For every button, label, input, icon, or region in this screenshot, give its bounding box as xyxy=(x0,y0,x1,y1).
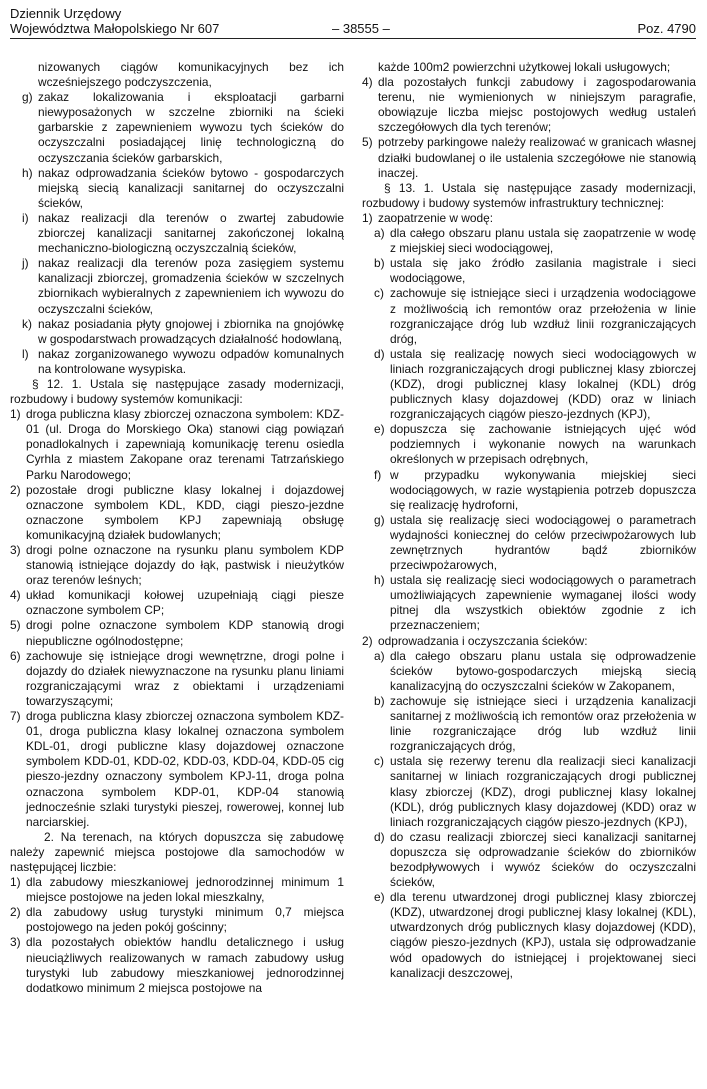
list-item xyxy=(10,905,344,935)
item-marker: 3) xyxy=(10,543,21,557)
item-text: dla pozostałych obiektów handlu detalicznego i usług nieuciążliwych realizowanych w ramach zabudowy usług turystyki lub zabudowy mieszkaniowej jednorodzinnej dodatkowo minimum 2 miejsca postojowe na xyxy=(26,935,344,995)
item-text: do czasu realizacji zbiorczej sieci kanalizacji sanitarnej dopuszcza się odprowadzanie ścieków do zbiorników bezodpływowych i wywóz ścieków do oczyszczalni ścieków, xyxy=(390,829,696,890)
paragraph-13-1: § 13. 1. Ustala się następujące zasady modernizacji, rozbudowy i budowy systemów infrastruktury technicznej: xyxy=(362,180,696,210)
list-item xyxy=(10,618,344,648)
item-marker: i) xyxy=(22,210,29,225)
paragraph-12-1: § 12. 1. Ustala się następujące zasady modernizacji, rozbudowy i budowy systemów komunikacji: xyxy=(10,376,344,407)
list-item xyxy=(362,573,696,633)
item-text: nakaz posiadania płyty gnojowej i zbiornika na gnojówkę w gospodarstwach prowadzących działalność hodowlaną, xyxy=(38,316,344,346)
item-marker: f) xyxy=(374,467,382,482)
item-text: dopuszcza się zachowanie istniejących ujęć wód podziemnych i wykonanie nowych na warunkach określonych w przepisach odrębnych, xyxy=(390,422,696,467)
paragraph-12-2: 2. Na terenach, na których dopuszcza się zabudowę należy zapewnić miejsca postojowe dla samochodów w następującej liczbie: xyxy=(10,829,344,874)
publication-title: Dziennik Urzędowy xyxy=(10,6,122,21)
item-marker: 5) xyxy=(10,618,21,633)
publication-subtitle: Województwa Małopolskiego Nr 607 xyxy=(10,21,220,36)
item-marker: b) xyxy=(374,256,385,271)
item-marker: 2) xyxy=(362,633,373,648)
item-text: nakaz zorganizowanego wywozu odpadów komunalnych na kontrolowane wysypiska. xyxy=(38,346,344,376)
item-marker: e) xyxy=(374,422,385,437)
page-number: – 38555 – xyxy=(332,21,390,36)
list-item xyxy=(362,286,696,346)
item-marker: g) xyxy=(374,512,385,527)
list-g-l xyxy=(10,90,344,377)
list-item xyxy=(10,649,344,709)
header-rule xyxy=(10,38,696,39)
list-item xyxy=(10,211,344,256)
list-item xyxy=(362,422,696,467)
continuation-text: każde 100m2 powierzchni użytkowej lokali usługowych; xyxy=(378,60,671,74)
item-marker: 1) xyxy=(362,210,373,225)
list-item xyxy=(362,890,696,981)
item-text: drogi polne oznaczone symbolem KDP stanowią drogi niepubliczne ogólnodostępne; xyxy=(26,618,344,648)
list-item xyxy=(362,513,696,573)
list-item xyxy=(362,226,696,256)
item-marker: g) xyxy=(22,90,33,105)
item-text: w przypadku wykonywania miejskiej sieci wodociągowych, w razie wystąpienia potrzeb dopuszcza się realizację hydroforni, xyxy=(390,467,696,512)
list-item xyxy=(362,754,696,829)
item-marker: d) xyxy=(374,346,385,361)
item-marker: h) xyxy=(22,165,33,180)
item-text: nakaz odprowadzania ścieków bytowo - gospodarczych miejską siecią kanalizacji sanitarnej do oczyszczalni ścieków, xyxy=(38,165,344,210)
list-item xyxy=(10,483,344,543)
left-column xyxy=(10,60,344,996)
item-marker: h) xyxy=(374,573,385,588)
item-marker: a) xyxy=(374,226,385,241)
list-item xyxy=(10,347,344,377)
item-marker: 6) xyxy=(10,648,21,663)
item-marker: b) xyxy=(374,693,385,708)
list-item xyxy=(362,135,696,180)
item-marker: j) xyxy=(22,256,29,271)
item-text: ustala się rezerwy terenu dla realizacji sieci kanalizacji sanitarnej w liniach rozgraniczających drogi publicznej klasy zbiorczej (KDZ), drogi publicznej klasy lokalnej (KDL), dróg publicznych klasy dojazdowej (KDD) oraz w liniach rozgraniczających ciągów pieszo-jezdnych (KPJ), xyxy=(390,754,696,829)
list-item xyxy=(362,694,696,754)
item-marker: e) xyxy=(374,890,385,905)
item-text: dla całego obszaru planu ustala się zaopatrzenie w wodę z miejskiej sieci wodociągowej, xyxy=(390,226,696,256)
list-item xyxy=(362,256,696,286)
list-item xyxy=(10,166,344,211)
item-text: dla zabudowy usług turystyki minimum 0,7 miejsca postojowego na jeden pokój gościnny; xyxy=(26,905,344,935)
list-12-2 xyxy=(10,875,344,996)
list-item xyxy=(10,407,344,482)
list-item xyxy=(362,649,696,694)
item-text: nakaz realizacji dla terenów o zwartej zabudowie zbiorczej kanalizacji sanitarnej zakończonej lokalną mechaniczno-biologiczną oczyszczalnią ścieków, xyxy=(38,210,344,256)
list-item xyxy=(362,830,696,890)
item-marker: c) xyxy=(374,286,384,301)
item-text: drogi polne oznaczone na rysunku planu symbolem KDP stanowią istniejące dojazdy do łąk, pastwisk i nieużytków oraz terenów leśnych; xyxy=(26,543,344,588)
list-item xyxy=(362,468,696,513)
item-text: nakaz realizacji dla terenów poza zasięgiem systemu kanalizacji zbiorczej, gromadzenia ścieków w szczelnych zbiornikach wybieralnych z zapewnieniem ich wywozu do oczyszczalni ścieków, xyxy=(38,256,344,316)
item-marker: 1) xyxy=(10,407,21,422)
item-text: ustala się realizację sieci wodociągowych o parametrach umożliwiających zapewnienie wymaganej ilości wody pitnej dla wszystkich obiektów zgodnie z ich przeznaczeniem; xyxy=(390,573,696,633)
list-item xyxy=(362,634,696,649)
item-marker: 1) xyxy=(10,875,21,890)
list-12-1 xyxy=(10,407,344,830)
item-text: pozostałe drogi publiczne klasy lokalnej i dojazdowej oznaczone symbolem KDL, KDD, ciągi pieszo-jezdne oznaczone symbolem KPJ zapewniają obsługę komunikacyjną działek budowlanych; xyxy=(26,482,344,542)
item-marker: 3) xyxy=(10,935,21,950)
item-text: zachowuje się istniejące drogi wewnętrzne, drogi polne i dojazdy do działek niewyznaczone na rysunku planu liniami rozgraniczającymi wraz z obiektami i urządzeniami towarzyszącymi; xyxy=(26,648,344,708)
item-text: dla pozostałych funkcji zabudowy i zagospodarowania terenu, nie wymienionych w niniejszym paragrafie, obowiązuje liczba miejsc postojowych według ustaleń szczegółowych dla tych terenów; xyxy=(378,75,696,135)
item-marker: 2) xyxy=(10,482,21,497)
item-text: ustala się realizację sieci wodociągowej o parametrach wydajności koniecznej do celów przeciwpożarowych lub zewnętrznych hydrantów bądź zbiorników przeciwpożarowych, xyxy=(390,512,696,573)
item-text: zakaz lokalizowania i eksploatacji garbarni niewyposażonych w szczelne zbiorniki na ścieki garbarskie z zapewnieniem wywozu tych ścieków do oczyszczalni posiadającej linię technologiczną do oczyszczania ścieków garbarskich, xyxy=(38,90,344,165)
list-item xyxy=(10,709,344,830)
item-text: droga publiczna klasy zbiorczej oznaczona symbolem KDZ-01, droga publiczna klasy lokalnej oznaczona symbolem KDL-01, drogi publiczne klasy dojazdowej oznaczone symbolem KDD-01, KDD-02, KDD-03, KDD-04, KDD-05 cig pieszo-jezdny oznaczony symbolem KPJ-11, droga polna oznaczona symbolem KDP-01, KDP-04 stanowią jednocześnie szlaki turystyki pieszej, rowerowej, konnej lub narciarskiej. xyxy=(26,709,344,829)
list-item xyxy=(10,317,344,347)
item-marker: k) xyxy=(22,316,32,331)
item-text: droga publiczna klasy zbiorczej oznaczona symbolem: KDZ-01 (ul. Droga do Morskiego Oka) stanowi ciąg powiązań ponadlokalnych i zapewniają komunikację terenu osiedla Cyrhla z miastem Zakopane oraz terenami Tatrzańskiego Parku Narodowego; xyxy=(26,407,344,482)
continuation-text: nizowanych ciągów komunikacyjnych bez ich wcześniejszego podczyszczenia, xyxy=(38,60,344,90)
item-marker: c) xyxy=(374,754,384,769)
item-text: dla terenu utwardzonej drogi publicznej klasy zbiorczej (KDZ), utwardzonej drogi publicznej klasy lokalnej (KDL), utwardzonych dróg publicznych klasy dojazdowej (KDD), ciągów pieszo-jezdnych (KPJ), ustala się odprowadzanie wód opadowych do istniejącej i projektowanej sieci kanalizacji deszczowej, xyxy=(390,890,696,980)
right-column xyxy=(362,60,696,981)
item-text: zachowuje się istniejące sieci i urządzenia wodociągowe z możliwością ich remontów oraz przełożenia w linie rozgraniczające dróg lub wzdłuż linii rozgraniczających dróg, xyxy=(390,286,696,346)
item-text: zaopatrzenie w wodę: xyxy=(378,210,494,225)
item-marker: a) xyxy=(374,648,385,663)
item-text: dla całego obszaru planu ustala się odprowadzenie ścieków bytowo-gospodarczych miejską siecią kanalizacyjną do oczyszczalni ścieków w Zakopanem, xyxy=(390,648,696,693)
item-text: ustala się jako źródło zasilania magistrale i sieci wodociągowe, xyxy=(390,256,696,286)
list-item xyxy=(10,90,344,165)
item-text: układ komunikacji kołowej uzupełniają ciągi piesze oznaczone symbolem CP; xyxy=(26,588,344,618)
item-marker: 4) xyxy=(10,588,21,603)
item-text: ustala się realizację nowych sieci wodociągowych w liniach rozgraniczających drogi publicznej klasy zbiorczej (KDZ), drogi publicznej klasy lokalnej (KDL) dróg publicznych klasy dojazdowej (KDD) oraz w liniach rozgraniczających ciągów pieszo-jezdnych (KPJ), xyxy=(390,346,696,422)
position-number: Poz. 4790 xyxy=(637,21,696,36)
item-marker: 7) xyxy=(10,709,21,724)
item-text: odprowadzania i oczyszczania ścieków: xyxy=(378,633,588,648)
item-marker: d) xyxy=(374,829,385,844)
list-item xyxy=(10,543,344,588)
list-water-supply xyxy=(362,226,696,634)
list-item xyxy=(10,875,344,905)
item-marker: 4) xyxy=(362,75,373,90)
list-sewage xyxy=(362,649,696,981)
page-header xyxy=(10,6,696,37)
item-marker: 5) xyxy=(362,135,373,150)
item-text: potrzeby parkingowe należy realizować w granicach własnej działki budowlanej o ile ustalenia szczegółowe nie stanowią inaczej. xyxy=(378,135,696,180)
list-item xyxy=(362,75,696,135)
item-marker: l) xyxy=(22,346,29,361)
list-item xyxy=(362,347,696,422)
list-item xyxy=(10,588,344,618)
item-text: dla zabudowy mieszkaniowej jednorodzinnej minimum 1 miejsce postojowe na jeden lokal mieszkalny, xyxy=(26,875,344,905)
item-text: zachowuje się istniejące sieci i urządzenia kanalizacji sanitarnej z możliwością ich remontów oraz przełożenia w linie rozgraniczające dróg lub wzdłuż linii rozgraniczających dróg, xyxy=(390,693,696,754)
item-marker: 2) xyxy=(10,905,21,920)
list-item xyxy=(10,935,344,995)
list-item xyxy=(10,256,344,316)
list-item xyxy=(362,211,696,226)
list-4-5 xyxy=(362,75,696,181)
